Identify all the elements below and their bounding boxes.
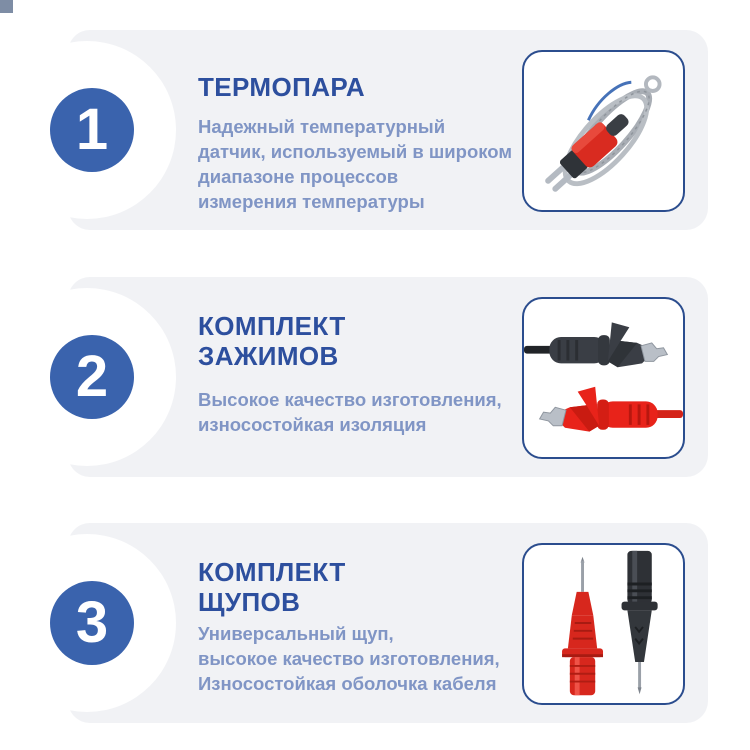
feature-card-thermocouple [68, 30, 708, 230]
feature-content [198, 523, 498, 723]
feature-description-line: Высокое качество изготовления, [198, 389, 502, 410]
feature-title-line: КОМПЛЕКТ [198, 311, 346, 341]
feature-description-line: Износостойкая оболочка кабеля [198, 673, 497, 694]
step-number-badge [50, 581, 134, 665]
feature-card-clips [68, 277, 708, 477]
feature-description-line: диапазоне процессов [198, 166, 399, 187]
feature-description-line: датчик, используемый в широком [198, 141, 513, 162]
feature-title-line: ТЕРМОПАРА [198, 72, 366, 102]
feature-description-line: Универсальный щуп, [198, 623, 394, 644]
step-number-badge [50, 335, 134, 419]
feature-title-line: ЗАЖИМОВ [198, 341, 339, 371]
step-number: 2 [75, 344, 109, 409]
step-number: 1 [75, 97, 109, 162]
feature-title [198, 72, 365, 102]
product-image-box [522, 543, 685, 705]
step-number-badge [50, 88, 134, 172]
product-image-box [522, 50, 685, 212]
feature-description [198, 621, 528, 696]
product-image-box [522, 297, 685, 459]
feature-description [198, 387, 528, 437]
feature-description-line: измерения температуры [198, 191, 425, 212]
feature-content [198, 277, 502, 477]
feature-title-line: ЩУПОВ [198, 587, 301, 617]
feature-description-line: Надежный температурный [198, 116, 446, 137]
corner-mark [0, 0, 13, 13]
feature-description-line: высокое качество изготовления, [198, 648, 500, 669]
alligator-clips-image [524, 299, 683, 457]
feature-title-line: КОМПЛЕКТ [198, 557, 346, 587]
feature-title [198, 557, 346, 617]
feature-description-line: износостойкая изоляция [198, 414, 427, 435]
feature-title [198, 311, 346, 371]
thermocouple-image [524, 52, 683, 210]
test-probes-image [524, 545, 683, 703]
feature-content [198, 30, 513, 230]
step-number: 3 [75, 590, 109, 655]
feature-description [198, 114, 528, 214]
feature-card-probes [68, 523, 708, 723]
